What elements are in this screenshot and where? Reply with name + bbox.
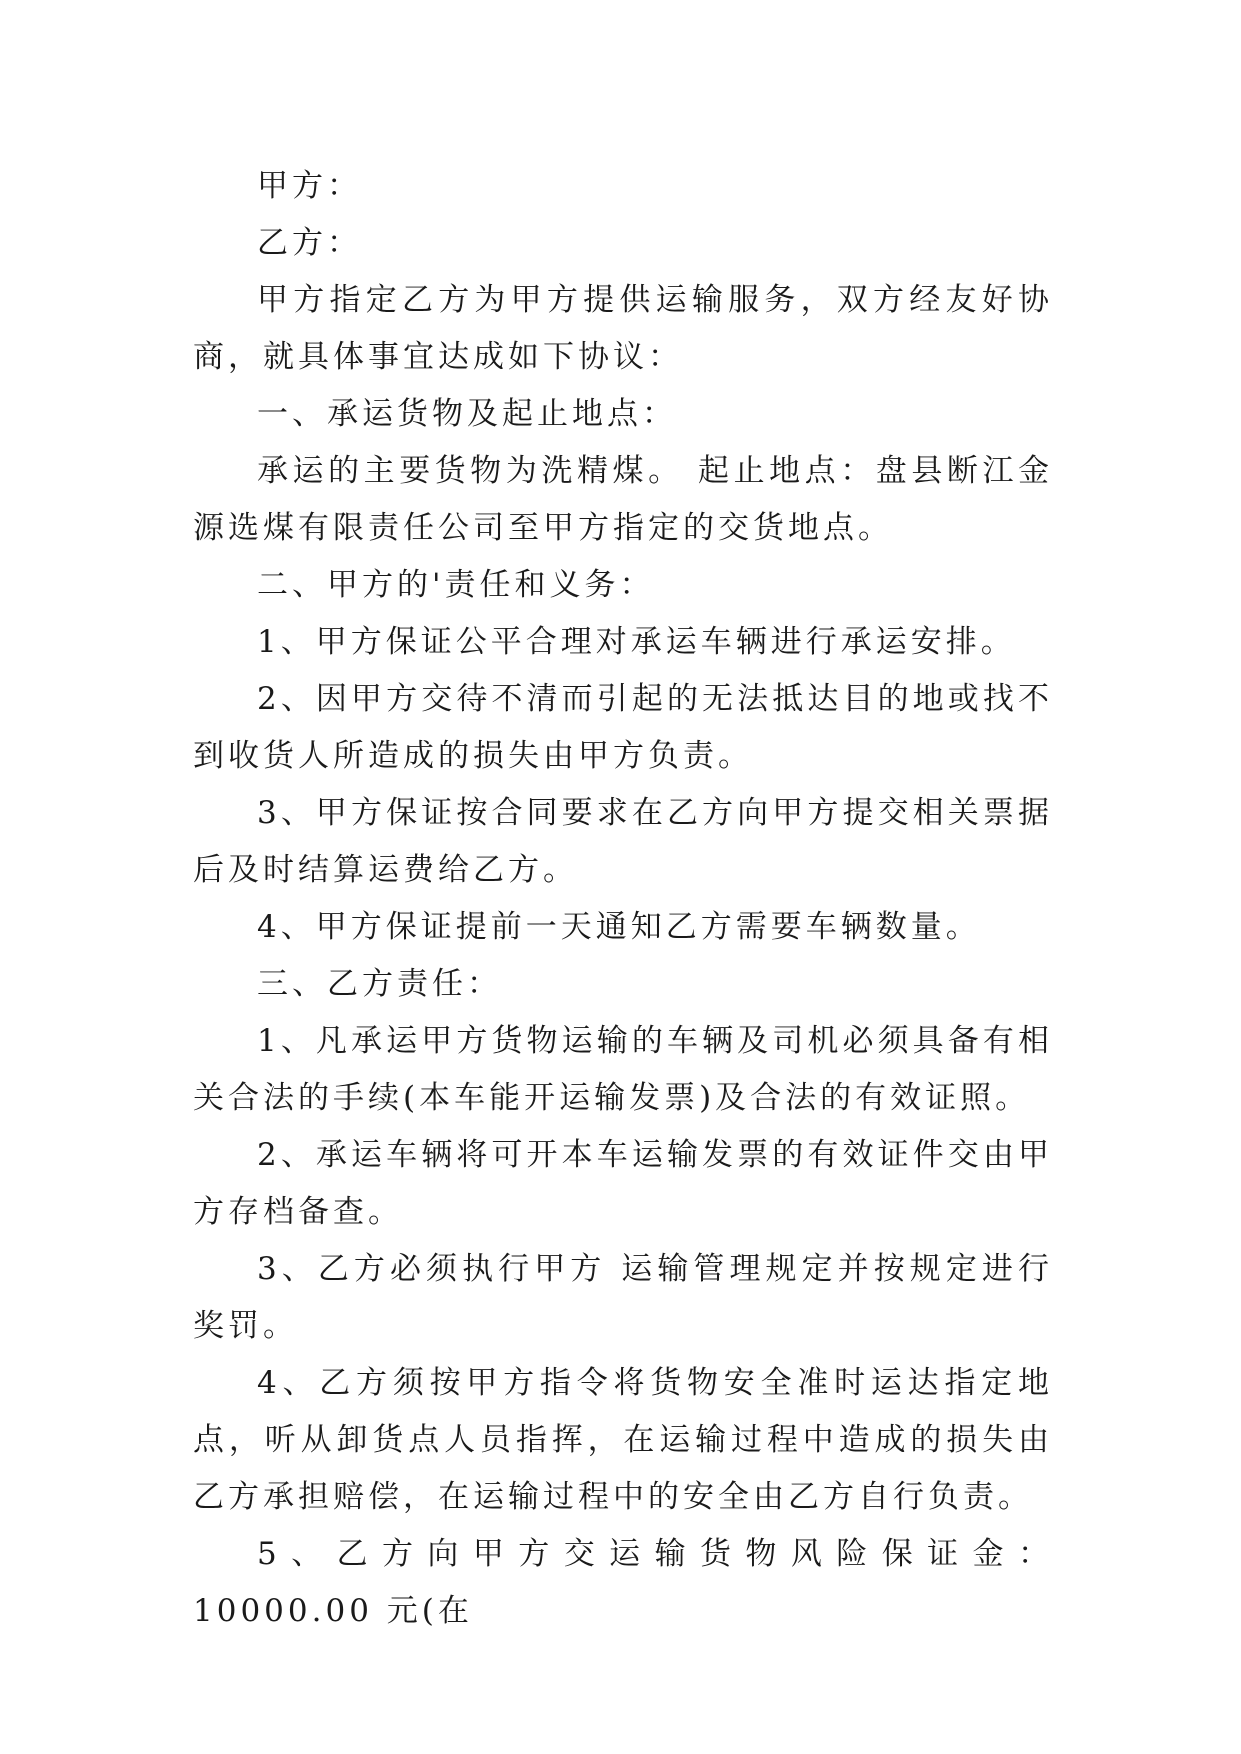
clause-b-1: 1、凡承运甲方货物运输的车辆及司机必须具备有相关合法的手续(本车能开运输发票)及合法的有效证照。 xyxy=(193,1023,1053,1116)
clause-a-4: 4、甲方保证提前一天通知乙方需要车辆数量。 xyxy=(257,909,981,945)
clause-b-4: 4、乙方须按甲方指令将货物安全准时运达指定地点，听从卸货点人员指挥，在运输过程中造成的损失由乙方承担赔偿，在运输过程中的安全由乙方自行负责。 xyxy=(193,1365,1053,1515)
document-body xyxy=(193,158,1053,1640)
clause-a-2: 2、因甲方交待不清而引起的无法抵达目的地或找不到收货人所造成的损失由甲方负责。 xyxy=(193,681,1053,774)
section-heading-1: 一、承运货物及起止地点： xyxy=(257,396,677,432)
clause-b-2: 2、承运车辆将可开本车运输发票的有效证件交由甲方存档备查。 xyxy=(193,1137,1053,1230)
section-heading-2: 二、甲方的'责任和义务： xyxy=(257,567,655,603)
clause-b-3: 3、乙方必须执行甲方 运输管理规定并按规定进行奖罚。 xyxy=(193,1251,1053,1344)
paragraph-party-a: 甲方： xyxy=(257,168,362,204)
section-heading-3: 三、乙方责任： xyxy=(257,966,502,1002)
clause-b-5: 5、乙方向甲方交运输货物风险保证金：10000.00 元(在 xyxy=(193,1536,1053,1629)
clause-a-3: 3、甲方保证按合同要求在乙方向甲方提交相关票据后及时结算运费给乙方。 xyxy=(193,795,1053,888)
paragraph-party-b: 乙方： xyxy=(257,225,362,261)
clause-a-1: 1、甲方保证公平合理对承运车辆进行承运安排。 xyxy=(257,624,1016,660)
paragraph-preamble: 甲方指定乙方为甲方提供运输服务，双方经友好协商，就具体事宜达成如下协议： xyxy=(193,282,1053,375)
paragraph-goods-locations: 承运的主要货物为洗精煤。 起止地点：盘县断江金源选煤有限责任公司至甲方指定的交货地点。 xyxy=(193,453,1053,546)
